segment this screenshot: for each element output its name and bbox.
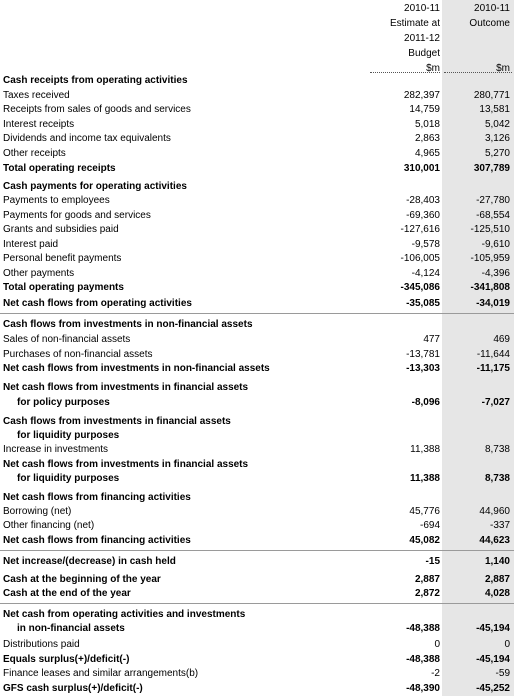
outcome-value: -68,554 (476, 210, 510, 221)
row-label: Net cash flows from investments in non-financial assets (3, 363, 270, 374)
outcome-value: 5,042 (484, 119, 510, 130)
header-cell: 2011-12 (404, 33, 440, 44)
estimate-value: 2,887 (414, 574, 440, 585)
row-label: Net increase/(decrease) in cash held (3, 556, 176, 567)
row-label: Cash at the beginning of the year (3, 574, 161, 585)
estimate-value: -694 (419, 520, 440, 531)
header-cell: $m (496, 63, 510, 74)
estimate-value: -28,403 (406, 195, 440, 206)
row-label: for liquidity purposes (17, 430, 120, 441)
table-row (0, 146, 514, 161)
outcome-value: -59 (495, 668, 510, 679)
table-row (0, 296, 514, 311)
outcome-value: 469 (493, 334, 510, 345)
row-label: Cash flows from investments in financial assets (3, 416, 231, 427)
outcome-value: -45,194 (476, 623, 510, 634)
outcome-value: -125,510 (470, 224, 510, 235)
row-label: Net cash flows from investments in financial assets (3, 382, 249, 393)
estimate-value: 2,863 (414, 133, 440, 144)
estimate-value: -15 (425, 556, 440, 567)
table-row (0, 442, 514, 457)
estimate-value: -35,085 (406, 298, 440, 309)
header-cell: $m (426, 63, 440, 74)
table-row (0, 533, 514, 548)
row-label: in non-financial assets (17, 623, 125, 634)
section-separator (0, 550, 514, 551)
table-row (0, 666, 514, 681)
estimate-value: -4,124 (411, 268, 440, 279)
outcome-value: 2,887 (484, 574, 510, 585)
row-label: Finance leases and similar arrangements(b) (3, 668, 199, 679)
outcome-value: 8,738 (484, 473, 510, 484)
outcome-value: 44,960 (479, 506, 510, 517)
table-row (0, 652, 514, 667)
outcome-value: -4,396 (481, 268, 510, 279)
row-label: for liquidity purposes (17, 473, 120, 484)
table-row (0, 554, 514, 569)
row-label: Net cash flows from financing activities (3, 535, 191, 546)
table-row (0, 347, 514, 362)
estimate-value: 11,388 (409, 473, 440, 484)
table-row (0, 586, 514, 601)
row-label: Interest receipts (3, 119, 75, 130)
section-separator (0, 603, 514, 604)
outcome-value: -105,959 (470, 253, 510, 264)
table-row (0, 490, 514, 505)
table-row (0, 193, 514, 208)
row-label: Cash payments for operating activities (3, 181, 187, 192)
row-label: Increase in investments (3, 444, 109, 455)
table-row (0, 222, 514, 237)
outcome-value: 280,771 (473, 90, 510, 101)
table-row (0, 518, 514, 533)
table-row (0, 208, 514, 223)
estimate-value: -8,096 (411, 397, 440, 408)
table-header (0, 0, 514, 74)
table-row (0, 251, 514, 266)
header-cell-spacer (444, 31, 510, 46)
table-row (0, 380, 514, 395)
row-label: Total operating receipts (3, 163, 116, 174)
header-cell: Estimate at (389, 18, 440, 29)
header-cell: Budget (408, 48, 440, 59)
outcome-value: -11,644 (476, 349, 510, 360)
outcome-value: 0 (504, 639, 510, 650)
table-row (0, 179, 514, 194)
row-label: Grants and subsidies paid (3, 224, 119, 235)
table-row (0, 395, 514, 410)
table-row (0, 266, 514, 281)
outcome-value: 13,581 (479, 104, 510, 115)
table-row (0, 361, 514, 376)
estimate-value: 4,965 (414, 148, 440, 159)
header-cell: 2010-11 (474, 3, 510, 14)
estimate-value: 477 (423, 334, 440, 345)
row-label: Other payments (3, 268, 75, 279)
estimate-value: -69,360 (406, 210, 440, 221)
row-label: Cash receipts from operating activities (3, 75, 188, 86)
row-label: Net cash flows from financing activities (3, 492, 191, 503)
row-label: Personal benefit payments (3, 253, 122, 264)
estimate-value: 0 (434, 639, 440, 650)
table-row (0, 572, 514, 587)
table-row (0, 457, 514, 472)
estimate-value: -48,388 (406, 623, 440, 634)
row-label: Net cash flows from investments in financial assets (3, 459, 249, 470)
row-label: Receipts from sales of goods and services (3, 104, 191, 115)
row-label: for policy purposes (17, 397, 110, 408)
table-row (0, 471, 514, 486)
row-label: Net cash flows from operating activities (3, 298, 192, 309)
outcome-value: -45,194 (476, 654, 510, 665)
table-row (0, 681, 514, 696)
row-label: Other receipts (3, 148, 66, 159)
row-label: Total operating payments (3, 282, 124, 293)
outcome-value: 307,789 (473, 163, 510, 174)
outcome-value: 44,623 (479, 535, 510, 546)
row-label: Purchases of non-financial assets (3, 349, 153, 360)
estimate-value: 5,018 (414, 119, 440, 130)
table-row (0, 637, 514, 652)
estimate-value: 45,776 (409, 506, 440, 517)
estimate-value: -13,781 (406, 349, 440, 360)
outcome-value: 1,140 (484, 556, 510, 567)
table-row (0, 621, 514, 636)
row-label: GFS cash surplus(+)/deficit(-) (3, 683, 143, 694)
table-row (0, 161, 514, 176)
row-label: Borrowing (net) (3, 506, 72, 517)
table-row (0, 131, 514, 146)
outcome-value: 5,270 (484, 148, 510, 159)
estimate-value: 11,388 (410, 444, 440, 455)
estimate-value: -2 (431, 668, 440, 679)
row-label: Sales of non-financial assets (3, 334, 131, 345)
row-label: Other financing (net) (3, 520, 95, 531)
table-row (0, 73, 514, 88)
table-row (0, 102, 514, 117)
table-row (0, 237, 514, 252)
header-estimate-column (372, 1, 440, 76)
row-label: Cash flows from investments in non-financial assets (3, 319, 253, 330)
row-label: Net cash from operating activities and investments (3, 609, 246, 620)
outcome-value: 3,126 (484, 133, 510, 144)
header-cell: 2010-11 (404, 3, 440, 14)
table-row (0, 428, 514, 443)
header-outcome-column (444, 1, 510, 76)
table-row (0, 332, 514, 347)
outcome-value: -27,780 (476, 195, 510, 206)
estimate-value: -9,578 (411, 239, 440, 250)
estimate-value: 2,872 (414, 588, 440, 599)
estimate-value: 282,397 (403, 90, 440, 101)
outcome-value: -9,610 (481, 239, 510, 250)
table-row (0, 607, 514, 622)
outcome-value: 8,738 (484, 444, 510, 455)
estimate-value: -13,303 (406, 363, 440, 374)
estimate-value: 310,001 (403, 163, 440, 174)
estimate-value: -127,616 (400, 224, 440, 235)
estimate-value: -48,390 (406, 683, 440, 694)
row-label: Distributions paid (3, 639, 80, 650)
table-row (0, 88, 514, 103)
estimate-value: -106,005 (400, 253, 440, 264)
outcome-value: -7,027 (481, 397, 510, 408)
row-label: Payments for goods and services (3, 210, 151, 221)
outcome-value: -341,808 (470, 282, 510, 293)
table-row (0, 280, 514, 295)
table-row (0, 117, 514, 132)
table-row (0, 504, 514, 519)
section-separator (0, 313, 514, 314)
estimate-value: 14,759 (409, 104, 440, 115)
outcome-value: 4,028 (484, 588, 510, 599)
table-row (0, 317, 514, 332)
row-label: Taxes received (3, 90, 70, 101)
header-cell-spacer (444, 46, 510, 61)
outcome-value: -11,175 (476, 363, 510, 374)
outcome-value: -337 (489, 520, 510, 531)
outcome-value: -45,252 (476, 683, 510, 694)
row-label: Equals surplus(+)/deficit(-) (3, 654, 130, 665)
row-label: Interest paid (3, 239, 59, 250)
row-label: Payments to employees (3, 195, 110, 206)
estimate-value: -345,086 (400, 282, 440, 293)
row-label: Dividends and income tax equivalents (3, 133, 171, 144)
estimate-value: -48,388 (406, 654, 440, 665)
header-cell: Outcome (469, 18, 510, 29)
outcome-value: -34,019 (476, 298, 510, 309)
estimate-value: 45,082 (409, 535, 440, 546)
table-row (0, 414, 514, 429)
row-label: Cash at the end of the year (3, 588, 131, 599)
